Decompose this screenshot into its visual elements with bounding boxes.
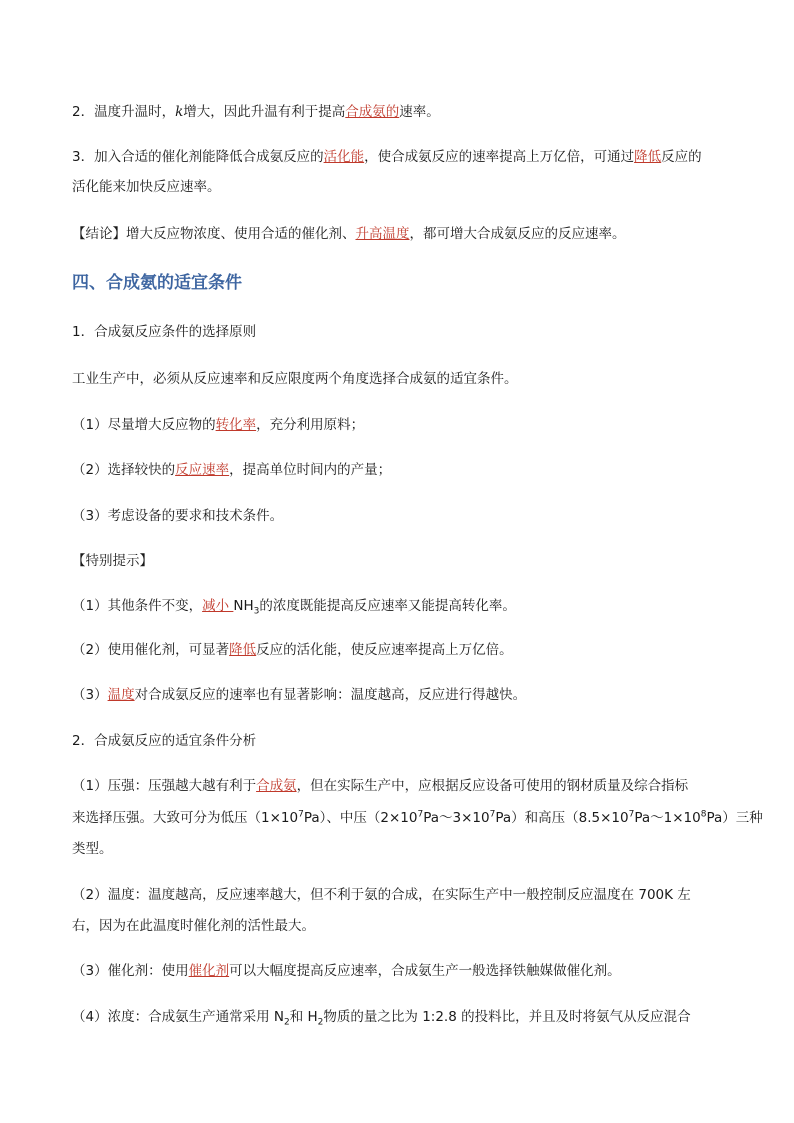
concentration-line: （4）浓度：合成氨生产通常采用 $N_2$和 $H_2$物质的量之比为 1:2.8 的投料比，并且及时将氨气从反应混合 <box>72 1009 691 1028</box>
tip-2: （2）使用催化剂，可显著降低反应的活化能，使反应速率提高上万亿倍。 <box>72 642 513 658</box>
section-heading: 四、合成氨的适宜条件 <box>72 273 242 293</box>
pressure-line-3: 类型。 <box>72 841 113 857</box>
answer-fill-in: 反应速率 <box>175 462 230 478</box>
principle-3: （3）考虑设备的要求和技术条件。 <box>72 508 284 524</box>
subsection-1-intro: 工业生产中，必须从反应速率和反应限度两个角度选择合成氨的适宜条件。 <box>72 371 518 387</box>
answer-fill-in: 催化剂 <box>188 963 230 979</box>
tip-1: （1）其他条件不变，减小 $NH_3$的浓度既能提高反应速率又能提高转化率。 <box>72 598 516 617</box>
conclusion-paragraph: 【结论】增大反应物浓度、使用合适的催化剂、升高温度，都可增大合成氨反应的反应速率。 <box>72 226 626 242</box>
paragraph-item-3-line-2: 活化能来加快反应速率。 <box>72 179 221 195</box>
paragraph-item-3-line-1: 3．加入合适的催化剂能降低合成氨反应的活化能，使合成氨反应的速率提高上万亿倍，可通过降低反应的 <box>72 149 702 165</box>
answer-fill-in: 活化能 <box>323 149 365 165</box>
subsection-2-title: 2．合成氨反应的适宜条件分析 <box>72 733 257 749</box>
paragraph-item-2: 2．温度升温时，k增大，因此升温有利于提高合成氨的速率。 <box>72 104 440 120</box>
subsection-1-title: 1．合成氨反应条件的选择原则 <box>72 324 257 340</box>
answer-fill-in: 合成氨的 <box>345 104 400 120</box>
variable-k: k <box>175 104 184 120</box>
answer-fill-in: 转化率 <box>215 417 257 433</box>
principle-1: （1）尽量增大反应物的转化率，充分利用原料； <box>72 417 365 433</box>
tip-3: （3）温度对合成氨反应的速率也有显著影响：温度越高，反应进行得越快。 <box>72 687 527 703</box>
temperature-line-2: 右，因为在此温度时催化剂的活性最大。 <box>72 918 315 934</box>
answer-fill-in: 降低 <box>634 149 662 165</box>
tips-title: 【特别提示】 <box>72 553 153 569</box>
principle-2: （2）选择较快的反应速率，提高单位时间内的产量； <box>72 462 392 478</box>
catalyst-line: （3）催化剂：使用催化剂可以大幅度提高反应速率，合成氨生产一般选择铁触媒做催化剂。 <box>72 963 621 979</box>
answer-fill-in: 温度 <box>107 687 135 703</box>
answer-fill-in: 升高温度 <box>355 226 410 242</box>
answer-fill-in: 降低 <box>229 642 257 658</box>
pressure-line-1: （1）压强：压强越大越有利于合成氨，但在实际生产中，应根据反应设备可使用的钢材质量及综合指标 <box>72 778 689 794</box>
pressure-line-2: 来选择压强。大致可分为低压$(1\times 10^7Pa)$、中压$(2\times 10^7Pa\sim 3\times 10^7Pa)$和高压$(8.5\times 10^7Pa\sim 1\times 10^8Pa)$三种 <box>72 809 763 826</box>
answer-fill-in: 减小 <box>202 598 234 614</box>
answer-fill-in: 合成氨 <box>256 778 297 794</box>
temperature-line-1: （2）温度：温度越高，反应速率越大，但不利于氨的合成，在实际生产中一般控制反应温度在 700K 左 <box>72 887 691 903</box>
